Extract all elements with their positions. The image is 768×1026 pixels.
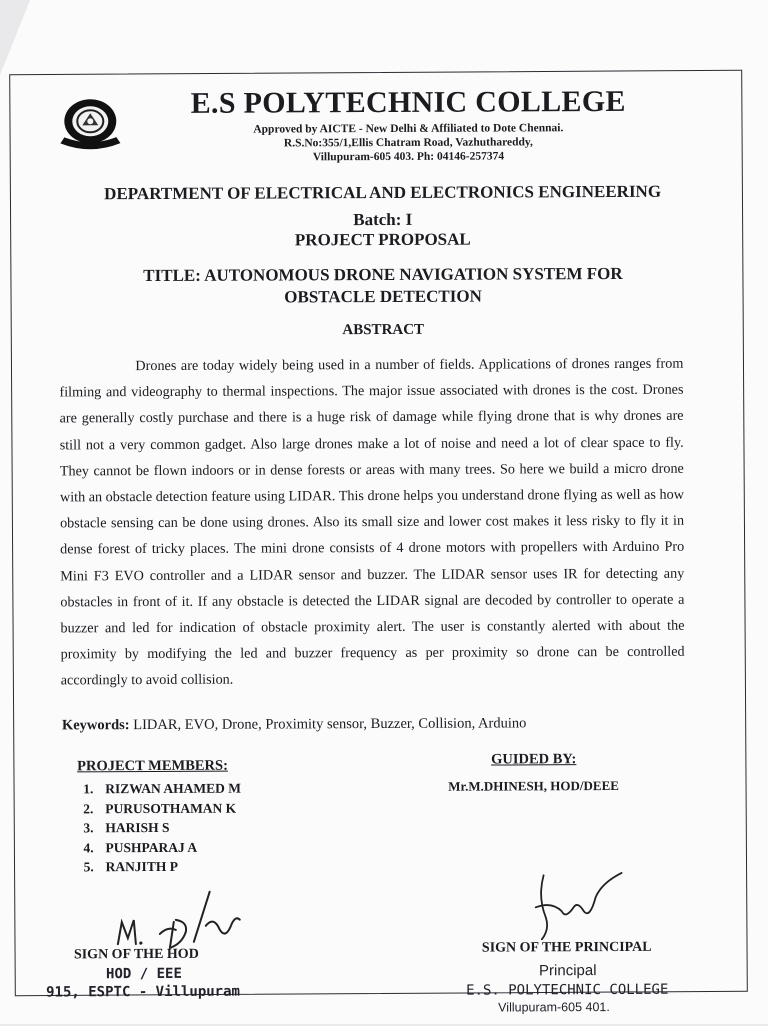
list-number: 3. <box>83 820 94 836</box>
list-number: 5. <box>83 859 94 875</box>
keywords-text: LIDAR, EVO, Drone, Proximity sensor, Buzzer, Collision, Arduino <box>129 715 527 734</box>
members-list <box>83 781 241 880</box>
member-name: HARISH S <box>105 820 170 836</box>
document-type: PROJECT PROPOSAL <box>294 229 471 250</box>
member-name: PUSHPARAJ A <box>105 839 198 855</box>
college-name: E.S POLYTECHNIC COLLEGE <box>190 84 626 120</box>
member-name: RIZWAN AHAMED M <box>105 780 242 797</box>
hod-sign-label: SIGN OF THE HOD <box>73 946 199 963</box>
principal-stamp-place: Villupuram-605 401. <box>498 1000 610 1015</box>
hod-stamp-place: 915, ESPTC - Villupuram <box>46 983 241 1001</box>
address-line: Villupuram-605 403. Ph: 04146-257374 <box>312 150 505 164</box>
members-heading: PROJECT MEMBERS: <box>77 757 228 775</box>
batch-label: Batch: I <box>353 209 413 230</box>
project-title-line: OBSTACLE DETECTION <box>284 286 482 307</box>
member-name: RANJITH P <box>105 859 178 875</box>
principal-sign-label: SIGN OF THE PRINCIPAL <box>481 939 652 956</box>
list-item <box>84 859 242 879</box>
department-heading: DEPARTMENT OF ELECTRICAL AND ELECTRONICS ENGINEERING <box>104 181 662 204</box>
hod-stamp-title: HOD / EEE <box>105 965 182 983</box>
project-title-line: TITLE: AUTONOMOUS DRONE NAVIGATION SYSTEM FOR <box>143 263 623 286</box>
abstract-text: Drones are today widely being used in a number of fields. Applications of drones ranges from filming and videography to thermal inspections. The major issue associated with drones is the cost. Drones are generally costly purchase and there is a huge risk of damage while flying drone that is why drones are still not a very common gadget. Also large drones make a lot of noise and need a lot of clear space to fly. They cannot be flown indoors or in dense forests or areas with many trees. So here we build a micro drone with an obstacle detection feature using LIDAR. This drone helps you understand drone flying as well as how obstacle sensing can be done using drones. Also its small size and lower cost makes it less risky to fly it in dense forest of tricky places. The mini drone consists of 4 drone motors with propellers with Arduino Pro Mini F3 EVO controller and a LIDAR sensor and buzzer. The LIDAR sensor uses IR for detecting any obstacles in front of it. If any obstacle is detected the LIDAR signal are decoded by controller to operate a buzzer and led for indication of obstacle proximity alert. The user is constantly alerted with about the proximity by modifying the led and buzzer frequency as per proximity so drone can be controlled accordingly to avoid collision. <box>59 355 685 689</box>
abstract-heading: ABSTRACT <box>342 321 425 339</box>
keywords <box>62 715 702 735</box>
principal-stamp-college: E.S. POLYTECHNIC COLLEGE <box>466 981 669 999</box>
principal-signature <box>532 867 632 942</box>
address-line: Approved by AICTE - New Delhi & Affiliated to Dote Chennai. <box>253 122 564 136</box>
list-item <box>83 839 241 859</box>
guided-by-heading: GUIDED BY: <box>491 751 577 768</box>
list-item <box>83 800 241 820</box>
hod-signature <box>110 886 250 957</box>
list-item <box>83 820 241 840</box>
list-item <box>83 781 241 801</box>
member-name: PURUSOTHAMAN K <box>105 800 237 816</box>
list-number: 4. <box>83 840 94 856</box>
guide-name: Mr.M.DHINESH, HOD/DEEE <box>448 777 619 794</box>
address-line: R.S.No:355/1,Ellis Chatram Road, Vazhuthareddy, <box>283 136 533 150</box>
principal-stamp-title: Principal <box>538 962 597 980</box>
college-logo <box>54 95 126 155</box>
list-number: 1. <box>83 781 94 797</box>
list-number: 2. <box>83 800 94 816</box>
keywords-label: Keywords: <box>61 717 130 734</box>
